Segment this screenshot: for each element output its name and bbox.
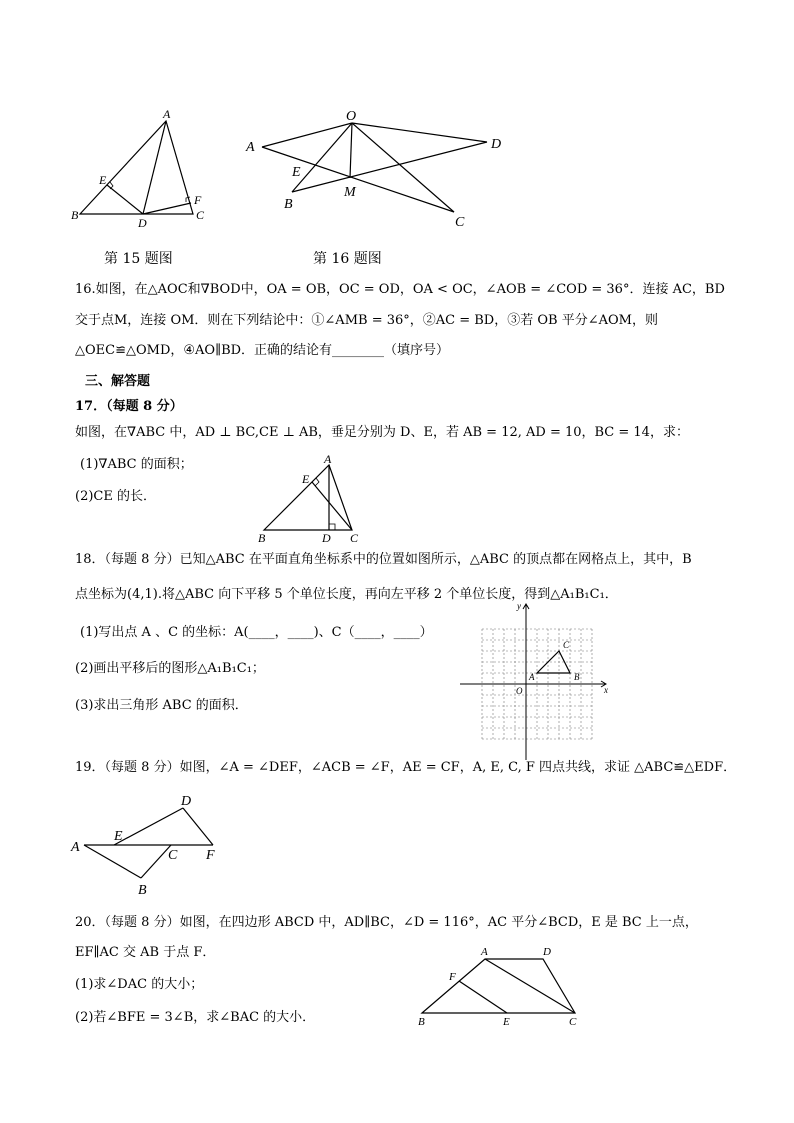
fig15-label-b: B [71,208,79,222]
fig19-label-c: C [168,848,178,863]
fig18-label-a: A [529,672,535,682]
fig19-label-b: B [138,883,147,898]
fig18-origin: O [516,686,523,696]
fig15-label-e: E [99,173,107,187]
fig18-label-b: B [574,672,580,682]
fig20-label-a: A [481,946,488,958]
fig16-label-m: M [344,185,356,200]
q16-line3: △OEC≌△OMD，④AO∥BD．正确的结论有________（填序号） [75,343,450,358]
fig15-label-a: A [163,107,171,121]
fig19-label-e: E [114,829,123,844]
fig16-label-o: O [346,109,357,124]
fig15-label-c: C [196,208,205,222]
q18-part1: (1)写出点 A 、C 的坐标：A(____，____)、C（____，____） [80,625,433,640]
q18-part3: (3)求出三角形 ABC 的面积． [75,698,248,713]
fig17-label-b: B [258,531,266,545]
fig16-label-c: C [455,215,465,230]
section-heading: 三、解答题 [85,374,151,389]
fig20-label-b: B [418,1016,425,1028]
fig15-label-f: F [194,193,202,207]
fig17-label-c: C [350,531,359,545]
q17-head: 17．（每题 8 分） [75,399,183,414]
fig20-label-f: F [449,971,456,983]
q19-line1: 19．（每题 8 分）如图，∠A = ∠DEF，∠ACB = ∠F，AE = CF，A, E, C, F 四点共线，求证 △ABC≌△EDF． [75,760,737,775]
fig18-axis-y: y [517,601,521,611]
fig19-label-d: D [181,794,192,809]
fig16-label-a: A [246,140,255,155]
fig17-label-a: A [324,452,332,466]
q20-part1: (1)求∠DAC 的大小； [75,977,204,992]
q17-part2: (2)CE 的长． [75,489,156,504]
q16-line1: 16.如图，在△AOC和∇BOD中，OA = OB，OC = OD，OA < OC，∠AOB = ∠COD = 36°．连接 AC，BD [75,282,725,297]
fig17-label-e: E [302,472,310,486]
fig19-label-f: F [206,848,215,863]
q17-part1: (1)∇ABC 的面积； [80,457,193,472]
q20-part2: (2)若∠BFE = 3∠B，求∠BAC 的大小． [75,1010,316,1025]
q18-line1: 18．（每题 8 分）已知△ABC 在平面直角坐标系中的位置如图所示，△ABC 的顶点都在网格点上，其中，B [75,552,692,567]
q16-line2: 交于点M，连接 OM．则在下列结论中：①∠AMB = 36°，②AC = BD，③若 OB 平分∠AOM，则 [75,313,658,328]
caption-fig15: 第 15 题图 [104,251,173,267]
fig18-axis-x: x [604,685,608,695]
q18-part2: (2)画出平移后的图形△A₁B₁C₁； [75,661,265,676]
q20-line1: 20．（每题 8 分）如图，在四边形 ABCD 中，AD∥BC，∠D = 116°，AC 平分∠BCD，E 是 BC 上一点， [75,915,698,930]
q17-line1: 如图，在∇ABC 中，AD ⊥ BC,CE ⊥ AB，垂足分别为 D、E，若 AB = 12, AD = 10，BC = 14，求： [75,425,689,440]
fig20-label-e: E [503,1016,510,1028]
fig20-label-d: D [543,946,551,958]
fig15-label-d: D [138,216,147,230]
q20-line2: EF∥AC 交 AB 于点 F． [75,945,216,960]
fig17-label-d: D [322,531,331,545]
fig16-label-d: D [491,137,502,152]
q18-line2: 点坐标为(4,1).将△ABC 向下平移 5 个单位长度，再向左平移 2 个单位长度，得到△A₁B₁C₁． [75,587,618,602]
fig20-label-c: C [569,1016,577,1028]
fig19-label-a: A [71,840,80,855]
fig18-label-c: C [563,640,570,650]
fig16-label-e: E [292,165,301,180]
fig16-label-b: B [284,197,293,212]
caption-fig16: 第 16 题图 [313,251,382,267]
